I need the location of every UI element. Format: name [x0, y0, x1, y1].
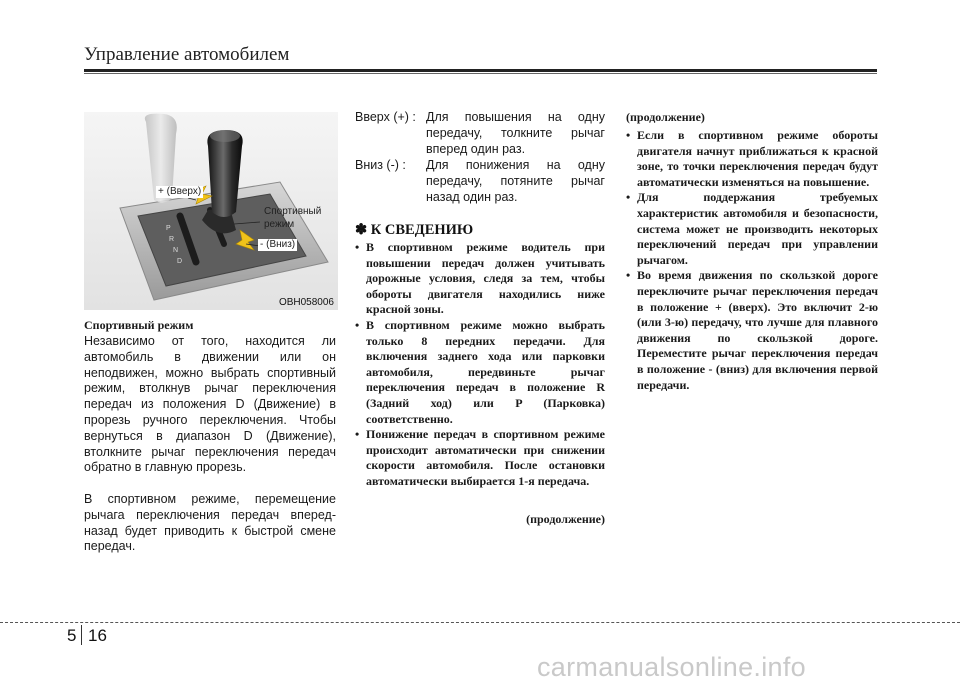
paragraph-2: В спортивном режиме, перемещение рычага переключения передач вперед-назад будет приводить к быстрой смене передач.: [84, 492, 336, 554]
continued-label-top: (продолжение): [626, 110, 705, 124]
list-item: • Понижение передач в спортивном режиме происходит автоматически при снижении скорости автомобиля. После остановки автоматически выбирается 1-я передача.: [355, 427, 605, 489]
paragraph-1: Независимо от того, находится ли автомобиль в движении или он неподвижен, можно выбрать спортивный режим, втолкнув рычаг переключения передач из положения D (Движение) в прорезь ручного переключения. Чтобы вернуться в диапазон D (Движение), втолкните рычаг переключения передач обратно в главную прорезь.: [84, 334, 336, 475]
callout-up: + (Вверх): [158, 186, 202, 197]
definition-up: [355, 110, 605, 157]
watermark: carmanualsonline.info: [537, 652, 806, 682]
page-header-title: Управление автомобилем: [84, 44, 290, 65]
gear-shift-figure: [84, 112, 338, 310]
chapter-number: 5: [67, 626, 77, 645]
continued-label: (продолжение): [526, 512, 605, 526]
note-list: [355, 240, 605, 490]
callout-sport-line1: Спортивный: [264, 206, 322, 217]
header-rule: [84, 69, 877, 72]
definition-term: Вниз (-) :: [355, 158, 406, 172]
footer-rule: [0, 622, 960, 623]
page-number: 16: [88, 626, 107, 645]
page-number-divider: [81, 625, 82, 645]
definition-desc: Для повышения на одну передачу, толкните рычаг вперед один раз.: [426, 110, 605, 156]
gate-letter-r: R: [169, 236, 175, 243]
note-list-continued: [626, 128, 878, 393]
definition-down: [355, 158, 605, 205]
list-item: • Во время движения по скользкой дороге переключите рычаг переключения передач в положение + (вверх). Это включит 2-ю (или 3-ю) передачу, что лучше для плавного движения по скользкой дороге. Переместите рычаг переключения передач в положение - (вниз) для включения первой передачи.: [626, 268, 878, 393]
list-item: • Для поддержания требуемых характеристик автомобиля и безопасности, система может не производить некоторых переключений передач при управлении рычагом.: [626, 190, 878, 268]
definition-desc: Для понижения на одну передачу, потяните рычаг назад один раз.: [426, 158, 605, 204]
gate-letter-d: D: [177, 258, 183, 265]
header-rule-thin: [84, 73, 877, 74]
callout-sport-line2: режим: [264, 219, 295, 230]
list-item: • Если в спортивном режиме обороты двигателя начнут приближаться к красной зоне, то точки переключения передач будут автоматически изменяться на повышение.: [626, 128, 878, 190]
list-item: • В спортивном режиме можно выбрать только 8 передних передачи. Для включения заднего хода или парковки автомобиля, передвиньте рычаг переключения передач в положение R (Задний ход) или P (Парковка) соответственно.: [355, 318, 605, 427]
gate-letter-n: N: [173, 247, 179, 254]
definition-term: Вверх (+) :: [355, 110, 416, 124]
figure-code: OBH058006: [278, 297, 334, 308]
knob-top: [210, 130, 240, 142]
gate-letter-p: P: [166, 225, 171, 232]
section-heading-sport-mode: Спортивный режим: [84, 318, 194, 332]
list-item: • В спортивном режиме водитель при повышении передач должен учитывать дорожные условия, следя за тем, чтобы обороты двигателя находились ниже красной зоны.: [355, 240, 605, 318]
note-heading: ✽ К СВЕДЕНИЮ: [355, 222, 474, 238]
callout-down: - (Вниз): [260, 239, 296, 250]
